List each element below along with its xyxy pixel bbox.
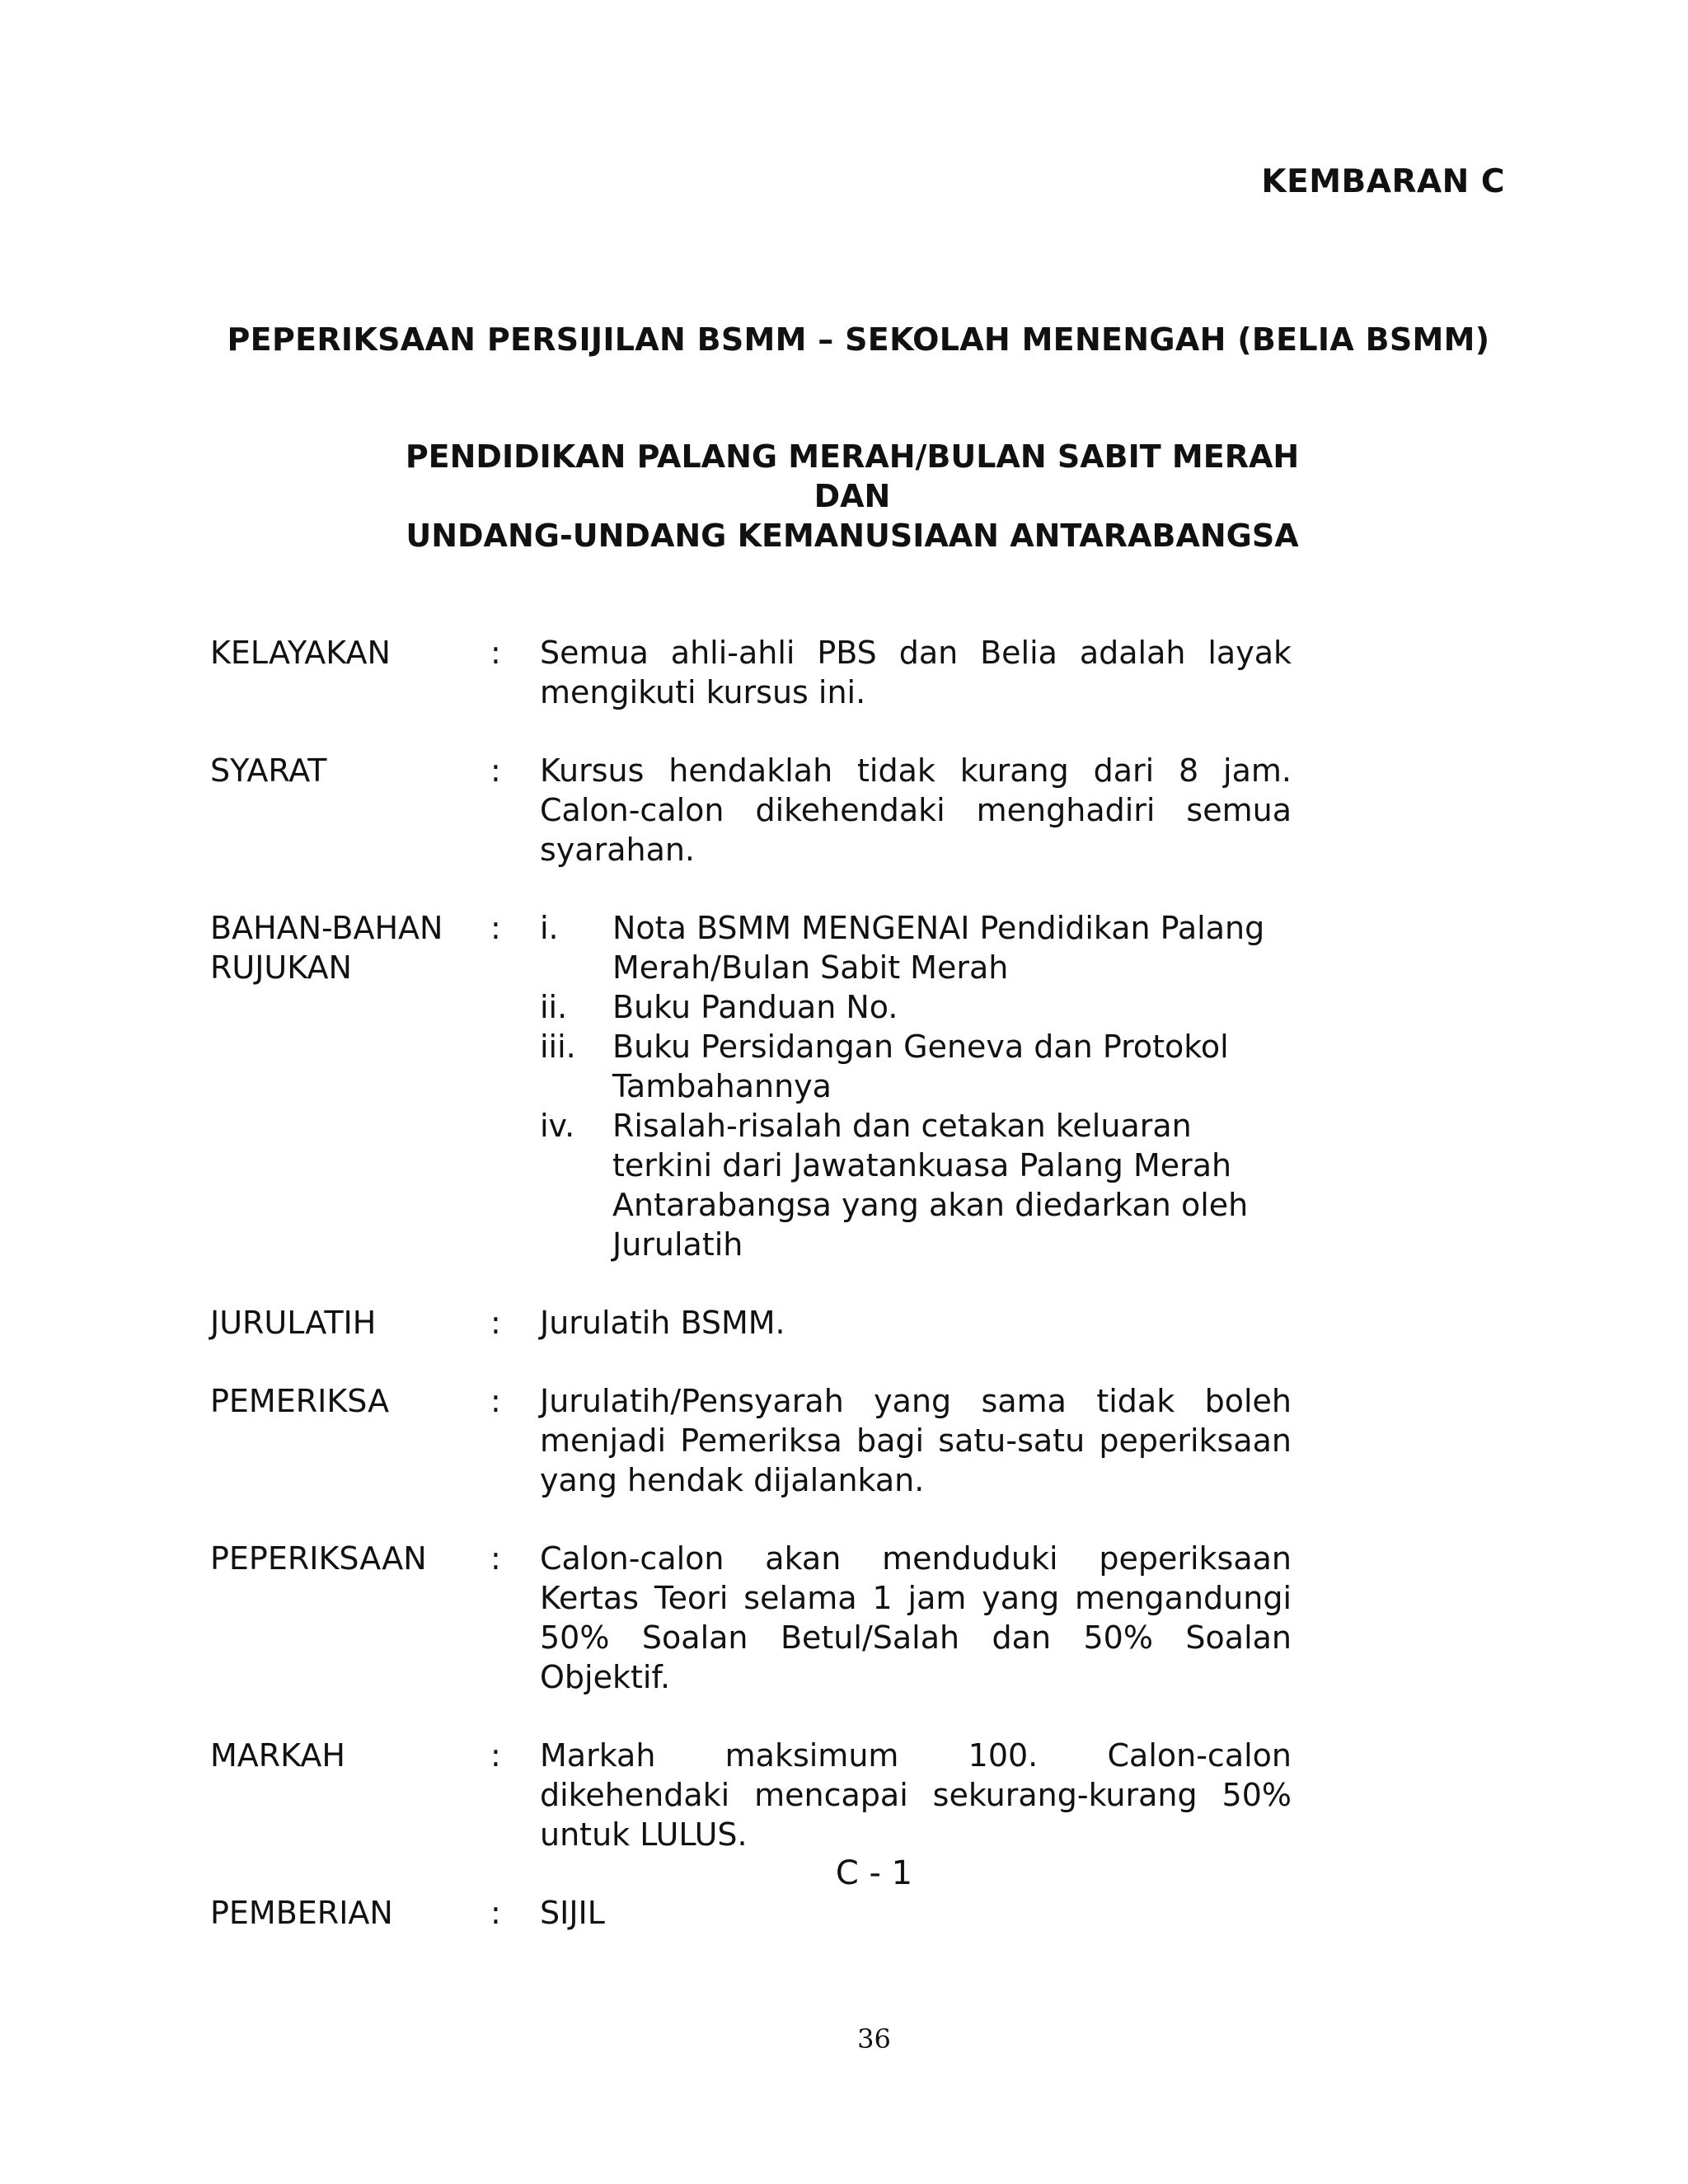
list-item-number: iii. bbox=[540, 1029, 576, 1065]
list-item bbox=[540, 908, 1292, 987]
document-title: PEPERIKSAAN PERSIJILAN BSMM – SEKOLAH MENENGAH (BELIA BSMM) bbox=[227, 321, 1490, 358]
field-syarat bbox=[210, 751, 1298, 869]
field-separator: : bbox=[490, 635, 501, 671]
field-label-line-2: RUJUKAN bbox=[210, 949, 352, 986]
field-label bbox=[210, 908, 490, 987]
field-value: Semua ahli-ahli PBS dan Belia adalah layak mengikuti kursus ini. bbox=[540, 635, 1292, 710]
field-value: Markah maksimum 100. Calon-calon dikehendaki mencapai sekurang-kurang 50% untuk LULUS. bbox=[540, 1737, 1292, 1853]
field-value: Kursus hendaklah tidak kurang dari 8 jam. Calon-calon dikehendaki menghadiri semua syarahan. bbox=[540, 752, 1292, 868]
list-item-text: Nota BSMM MENGENAI Pendidikan Palang Merah/Bulan Sabit Merah bbox=[612, 910, 1265, 986]
subtitle-line-3: UNDANG-UNDANG KEMANUSIAAN ANTARABANGSA bbox=[406, 518, 1299, 554]
list-item bbox=[540, 1106, 1292, 1264]
list-item-text: Risalah-risalah dan cetakan keluaran terkini dari Jawatankuasa Palang Merah Antarabangsa yang akan diedarkan oleh Jurulatih bbox=[612, 1108, 1249, 1263]
list-item bbox=[540, 987, 1292, 1027]
list-item-text: Buku Panduan No. bbox=[612, 989, 898, 1025]
field-label: PEPERIKSAAN bbox=[210, 1540, 427, 1577]
field-separator: : bbox=[490, 1305, 501, 1341]
field-label: KELAYAKAN bbox=[210, 635, 391, 671]
field-pemeriksa bbox=[210, 1381, 1298, 1500]
field-value: Jurulatih BSMM. bbox=[540, 1305, 785, 1341]
field-jurulatih bbox=[210, 1303, 1298, 1343]
subtitle-line-2: DAN bbox=[814, 478, 891, 514]
list-item-text: Buku Persidangan Geneva dan Protokol Tambahannya bbox=[612, 1029, 1229, 1104]
field-label: PEMERIKSA bbox=[210, 1383, 390, 1419]
field-peperiksaan bbox=[210, 1539, 1298, 1697]
reference-list bbox=[540, 908, 1292, 1264]
list-item-number: iv. bbox=[540, 1108, 575, 1144]
field-kelayakan bbox=[210, 633, 1298, 712]
field-label-line-1: BAHAN-BAHAN bbox=[210, 910, 443, 946]
field-markah bbox=[210, 1736, 1298, 1854]
field-rujukan bbox=[210, 908, 1298, 1264]
course-subtitle bbox=[0, 437, 1688, 555]
page-number: 36 bbox=[857, 2023, 891, 2055]
field-separator: : bbox=[490, 1737, 501, 1774]
field-label: JURULATIH bbox=[210, 1305, 377, 1341]
annex-label: KEMBARAN C bbox=[1261, 163, 1505, 200]
field-value: Jurulatih/Pensyarah yang sama tidak boleh menjadi Pemeriksa bagi satu-satu peperiksaan yang hendak dijalankan. bbox=[540, 1383, 1292, 1498]
field-label: MARKAH bbox=[210, 1737, 346, 1774]
course-details bbox=[210, 633, 1298, 1971]
list-item bbox=[540, 1027, 1292, 1106]
subtitle-line-1: PENDIDIKAN PALANG MERAH/BULAN SABIT MERAH bbox=[405, 438, 1300, 475]
annex-page-code: C - 1 bbox=[835, 1854, 913, 1892]
field-separator: : bbox=[490, 1383, 501, 1419]
field-separator: : bbox=[490, 752, 501, 789]
field-label: PEMBERIAN bbox=[210, 1895, 393, 1931]
list-item-number: i. bbox=[540, 910, 559, 946]
field-pemberian bbox=[210, 1893, 1298, 1933]
field-separator: : bbox=[490, 1895, 501, 1931]
field-separator: : bbox=[490, 910, 501, 946]
list-item-number: ii. bbox=[540, 989, 568, 1025]
field-value: Calon-calon akan menduduki peperiksaan Kertas Teori selama 1 jam yang mengandungi 50% Soalan Betul/Salah dan 50% Soalan Objektif. bbox=[540, 1540, 1292, 1695]
field-value: SIJIL bbox=[540, 1895, 605, 1931]
field-label: SYARAT bbox=[210, 752, 327, 789]
field-separator: : bbox=[490, 1540, 501, 1577]
